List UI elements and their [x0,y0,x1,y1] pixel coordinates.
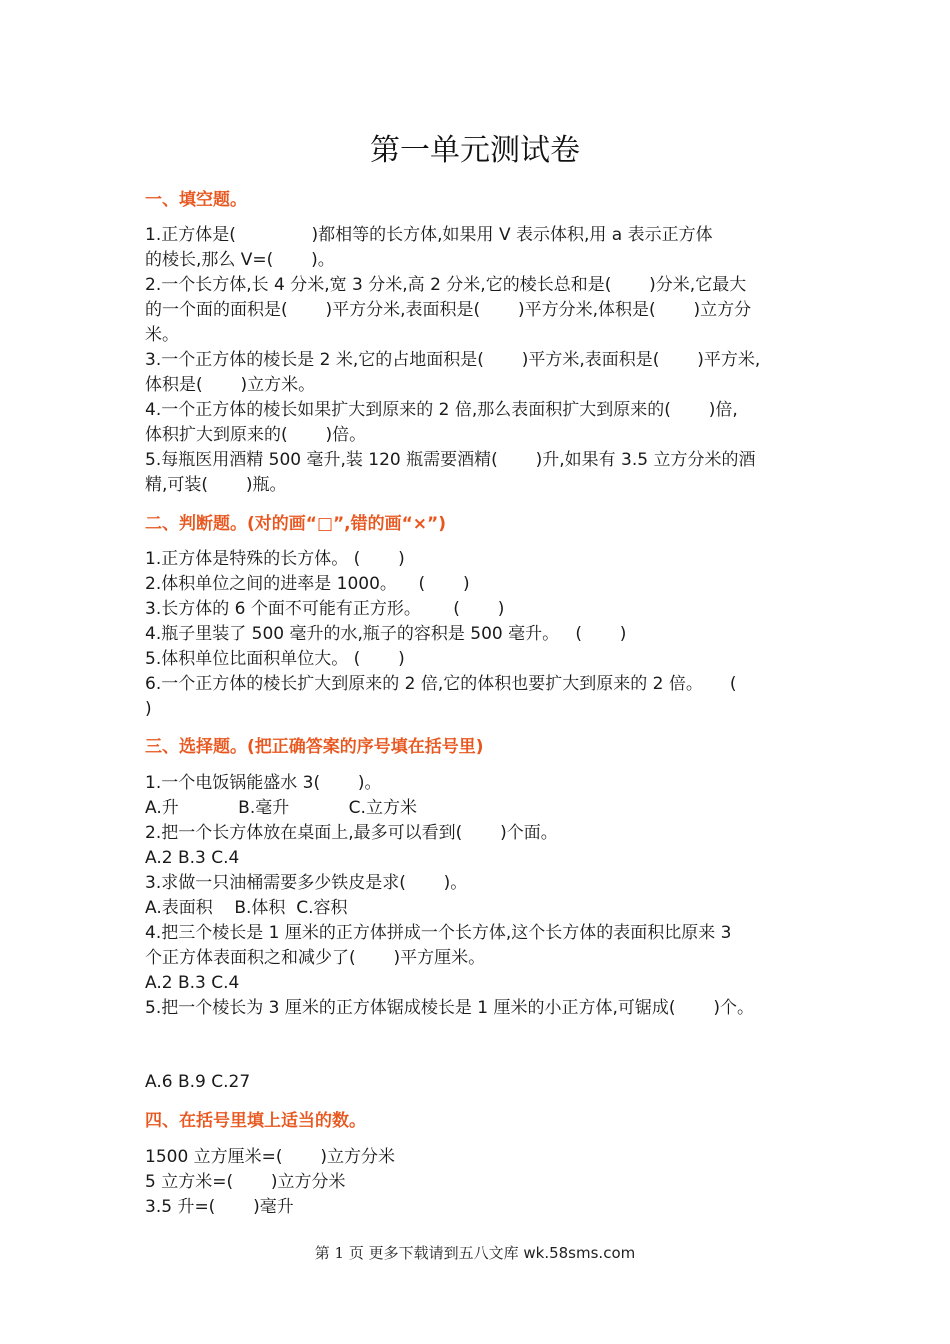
section-heading-fill-numbers: 四、在括号里填上适当的数。 [145,1111,366,1131]
question-line: 体积是( )立方米。 [145,375,316,395]
question-line: 4.把三个棱长是 1 厘米的正方体拼成一个长方体,这个长方体的表面积比原来 3 [145,923,732,943]
question-line: 3.一个正方体的棱长是 2 米,它的占地面积是( )平方米,表面积是( )平方米, [145,350,761,370]
question-line: 米。 [145,325,179,345]
section-heading-true-false: 二、判断题。(对的画“□”,错的画“×”) [145,514,446,534]
page-title: 第一单元测试卷 [370,133,580,168]
question-line: 1.正方体是特殊的长方体。 ( ) [145,549,405,569]
question-line: 的棱长,那么 V=( )。 [145,250,335,270]
page-footer [0,1243,950,1263]
question-line: 5.每瓶医用酒精 500 毫升,装 120 瓶需要酒精( )升,如果有 3.5 立方分米的酒 [145,450,756,470]
answer-options: A.2 B.3 C.4 [145,848,240,868]
question-line: 6.一个正方体的棱长扩大到原来的 2 倍,它的体积也要扩大到原来的 2 倍。 ( [145,674,737,694]
question-line: 1.一个电饭锅能盛水 3( )。 [145,773,382,793]
question-line: 5.把一个棱长为 3 厘米的正方体锯成棱长是 1 厘米的小正方体,可锯成( )个。 [145,998,754,1018]
question-line: 1.正方体是( )都相等的长方体,如果用 V 表示体积,用 a 表示正方体 [145,225,713,245]
question-line: 个正方体表面积之和减少了( )平方厘米。 [145,948,486,968]
question-line: 体积扩大到原来的( )倍。 [145,425,367,445]
question-line: 2.一个长方体,长 4 分米,宽 3 分米,高 2 分米,它的棱长总和是( )分米,它最大 [145,275,747,295]
question-line: 3.求做一只油桶需要多少铁皮是求( )。 [145,873,468,893]
section-heading-fill-in: 一、填空题。 [145,190,247,210]
question-line: ) [145,699,152,719]
question-line: 的一个面的面积是( )平方分米,表面积是( )平方分米,体积是( )立方分 [145,300,752,320]
footer-url[interactable]: wk.58sms.com [523,1244,636,1262]
question-line: 2.把一个长方体放在桌面上,最多可以看到( )个面。 [145,823,558,843]
answer-options: A.2 B.3 C.4 [145,973,240,993]
question-line: 5 立方米=( )立方分米 [145,1172,346,1192]
question-line: 4.瓶子里装了 500 毫升的水,瓶子的容积是 500 毫升。 ( ) [145,624,627,644]
question-line: 2.体积单位之间的进率是 1000。 ( ) [145,574,470,594]
question-line: 4.一个正方体的棱长如果扩大到原来的 2 倍,那么表面积扩大到原来的( )倍, [145,400,738,420]
question-line: 3.长方体的 6 个面不可能有正方形。 ( ) [145,599,505,619]
answer-options: A.升 B.毫升 C.立方米 [145,798,417,818]
section-heading-multiple-choice: 三、选择题。(把正确答案的序号填在括号里) [145,737,484,757]
question-line: 1500 立方厘米=( )立方分米 [145,1147,396,1167]
question-line: 3.5 升=( )毫升 [145,1197,294,1217]
answer-options: A.6 B.9 C.27 [145,1072,251,1092]
question-line: 精,可装( )瓶。 [145,475,287,495]
question-line: 5.体积单位比面积单位大。 ( ) [145,649,405,669]
footer-text: 第 1 页 更多下载请到五八文库 [314,1244,524,1262]
answer-options: A.表面积 B.体积 C.容积 [145,898,348,918]
